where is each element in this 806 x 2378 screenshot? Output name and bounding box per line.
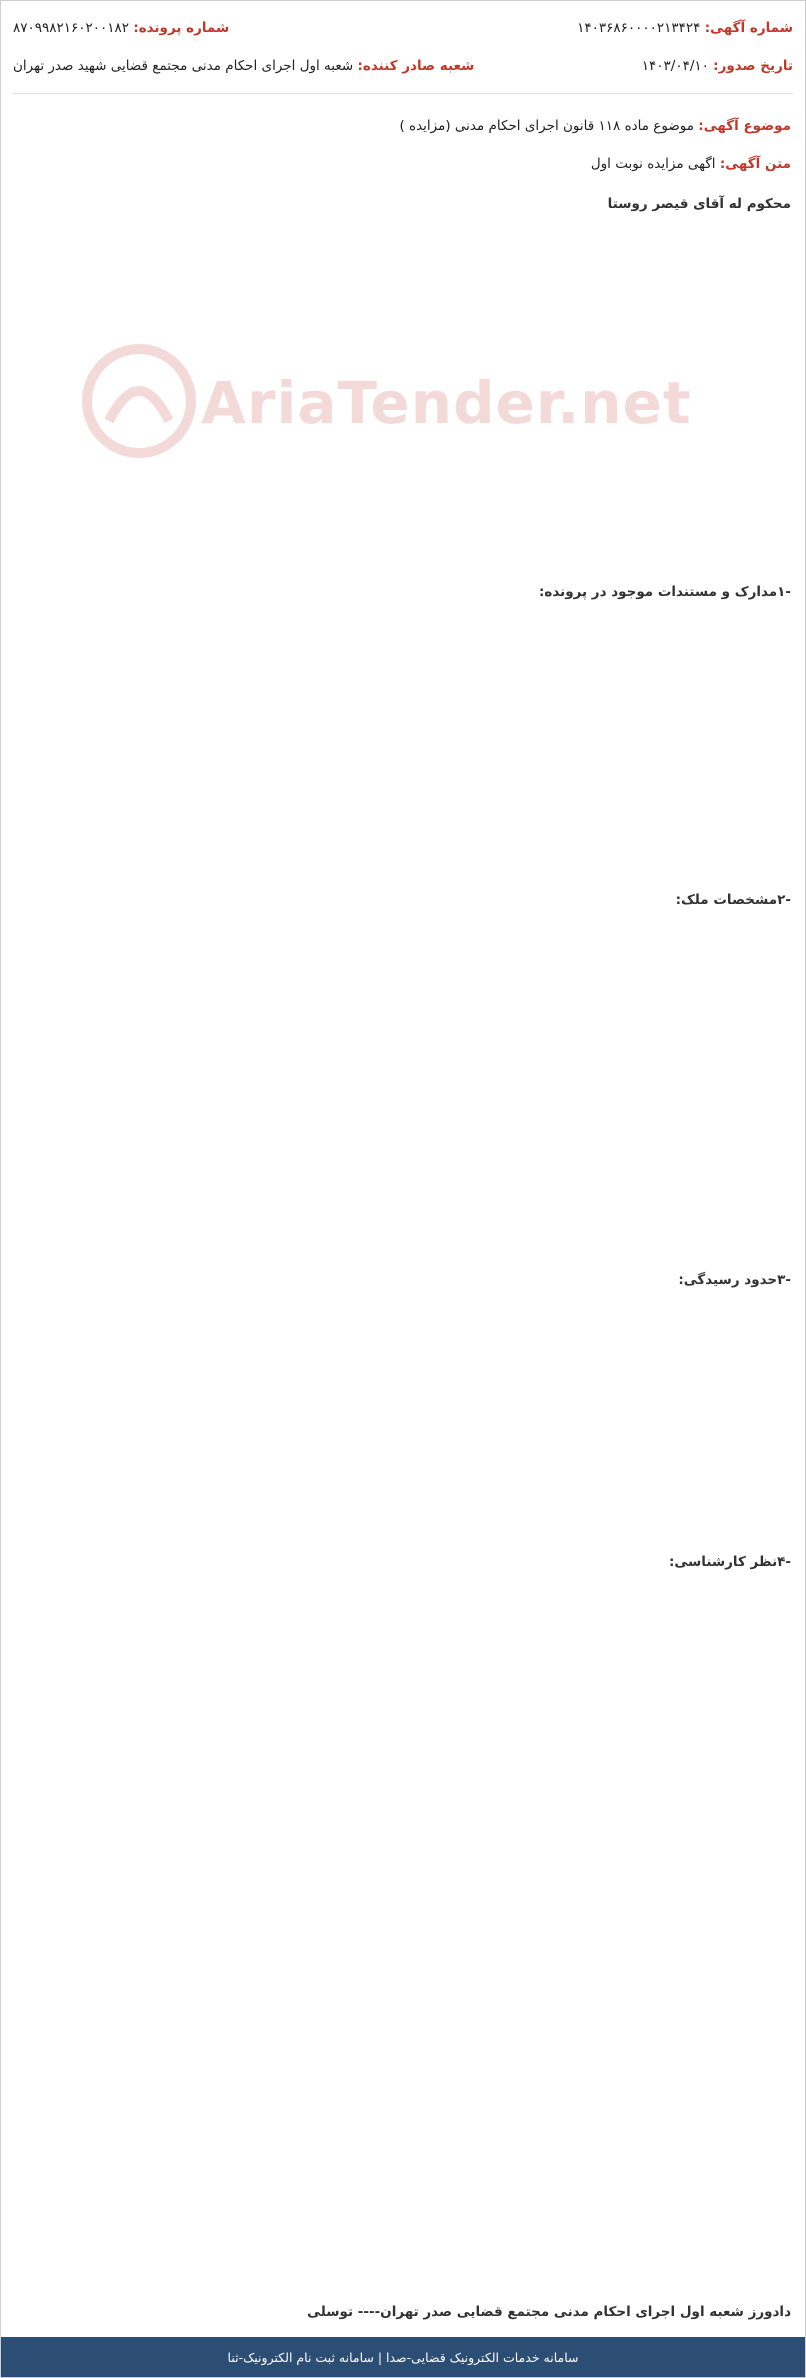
case-number-row — [13, 17, 229, 39]
issuer-row — [13, 55, 474, 77]
case-number-label: شماره پرونده: — [133, 20, 230, 36]
issuer-label: شعبه صادر کننده: — [357, 58, 475, 74]
section-survey: -۳حدود رسیدگی: — [678, 1272, 791, 1288]
issue-date: ۱۴۰۳/۰۴/۱۰ — [641, 58, 709, 74]
bailiff-signature: دادورز شعبه اول اجرای احکام مدنی مجتمع قضایی صدر تهران---- توسلی — [307, 2304, 791, 2320]
text-title: اگهی مزایده نوبت اول — [590, 156, 716, 172]
section-specs: -۲مشخصات ملک: — [675, 892, 791, 908]
subject-text: موضوع ماده ۱۱۸ قانون اجرای احکام مدنی (مزایده ) — [399, 118, 694, 134]
issuer: شعبه اول اجرای احکام مدنی مجتمع قضایی شهید صدر تهران — [13, 58, 354, 74]
text-label: متن آگهی: — [719, 156, 791, 172]
notice-body — [15, 101, 791, 2320]
notice-number-row — [577, 17, 793, 39]
issue-date-row — [642, 55, 793, 77]
notice-header — [13, 15, 793, 94]
judgment-creditor: محکوم له آقای قیصر روستا — [607, 196, 791, 212]
subject-label: موضوع آگهی: — [698, 118, 791, 134]
footer-bar — [1, 2337, 805, 2377]
notice-number: ۱۴۰۳۶۸۶۰۰۰۰۲۱۳۴۲۴ — [577, 20, 701, 36]
notice-number-label: شماره آگهی: — [704, 20, 793, 36]
watermark-text: AriaTender.net — [201, 369, 692, 437]
section-opinion: -۴نظر کارشناسی: — [668, 1554, 791, 1570]
subject-row — [399, 115, 791, 138]
text-title-row — [591, 153, 791, 176]
case-number: ۸۷۰۹۹۸۲۱۶۰۲۰۰۱۸۲ — [13, 20, 130, 36]
section-documents: -۱مدارک و مستندات موجود در پرونده: — [539, 584, 791, 600]
footer-text: سامانه خدمات الکترونیک قضایی-صدا | سامانه ثبت نام الکترونیک-ثنا — [227, 2349, 579, 2365]
issue-date-label: تاریخ صدور: — [713, 58, 793, 74]
